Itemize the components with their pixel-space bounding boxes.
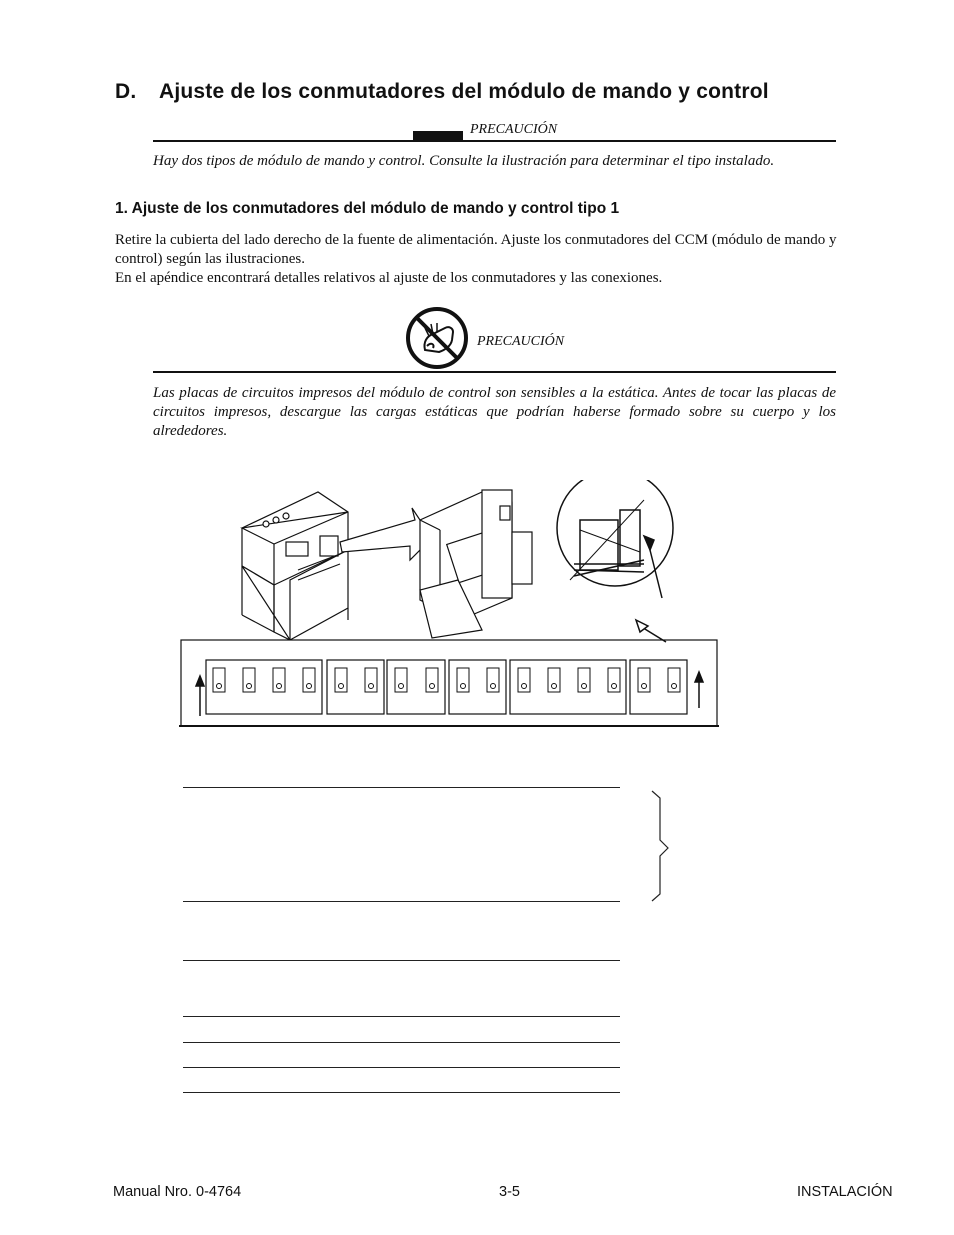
dip-switch-knob <box>339 684 344 689</box>
section-title-text: Ajuste de los conmutadores del módulo de mando y control <box>159 80 769 103</box>
caution-rule-1 <box>153 140 836 142</box>
footer-section-name: INSTALACIÓN <box>797 1184 893 1200</box>
dip-switch-knob <box>430 684 435 689</box>
dip-switch-knob <box>642 684 647 689</box>
dip-switch-knob <box>277 684 282 689</box>
body-paragraph-1: Retire la cubierta del lado derecho de la fuente de alimentación. Ajuste los conmutadores del CCM (módulo de mando y control) según las ilustraciones. <box>115 232 837 267</box>
footer-page-number: 3-5 <box>499 1184 520 1200</box>
caution-text-1: Hay dos tipos de módulo de mando y control. Consulte la ilustración para determinar el tipo instalado. <box>153 153 775 169</box>
table-rule-2 <box>183 901 620 902</box>
table-rule-3 <box>183 960 620 961</box>
caution-bar <box>413 131 463 140</box>
ccm-panel-drawing <box>340 490 532 638</box>
dip-switch-knob <box>582 684 587 689</box>
dip-switch-knob <box>217 684 222 689</box>
table-rule-5 <box>183 1042 620 1043</box>
dip-switch-knob <box>522 684 527 689</box>
caution-label-2: PRECAUCIÓN <box>477 334 565 349</box>
subsection-title: 1. Ajuste de los conmutadores del módulo de mando y control tipo 1 <box>115 200 620 217</box>
caution-label-1: PRECAUCIÓN <box>470 122 558 137</box>
no-static-touch-icon <box>405 306 469 370</box>
magnified-board-drawing <box>557 480 673 598</box>
footer-manual-number: Manual Nro. 0-4764 <box>113 1184 242 1200</box>
dip-switch-knob <box>552 684 557 689</box>
dip-switch-knob <box>307 684 312 689</box>
section-letter: D. <box>115 80 137 103</box>
dip-switch-knob <box>612 684 617 689</box>
dip-switch-knob <box>247 684 252 689</box>
dip-switch-knob <box>461 684 466 689</box>
right-brace <box>648 788 672 904</box>
dip-switch-knob <box>672 684 677 689</box>
ccm-illustration <box>170 480 730 730</box>
caution-text-2: Las placas de circuitos impresos del módulo de control son sensibles a la estática. Antes de tocar las placas de circuitos impresos, descargue las cargas estáticas que podrían haberse formado sobre su cuerpo y los alrededores. <box>153 385 836 439</box>
table-rule-7 <box>183 1092 620 1093</box>
caution-rule-2 <box>153 371 836 373</box>
dip-switch-knob <box>399 684 404 689</box>
table-rule-4 <box>183 1016 620 1017</box>
power-supply-drawing <box>242 492 348 640</box>
dip-switch-knob <box>491 684 496 689</box>
body-paragraph-2: En el apéndice encontrará detalles relativos al ajuste de los conmutadores y las conexiones. <box>115 270 663 286</box>
table-rule-1 <box>183 787 620 788</box>
table-rule-6 <box>183 1067 620 1068</box>
dip-switch-knob <box>369 684 374 689</box>
section-title <box>115 80 769 104</box>
